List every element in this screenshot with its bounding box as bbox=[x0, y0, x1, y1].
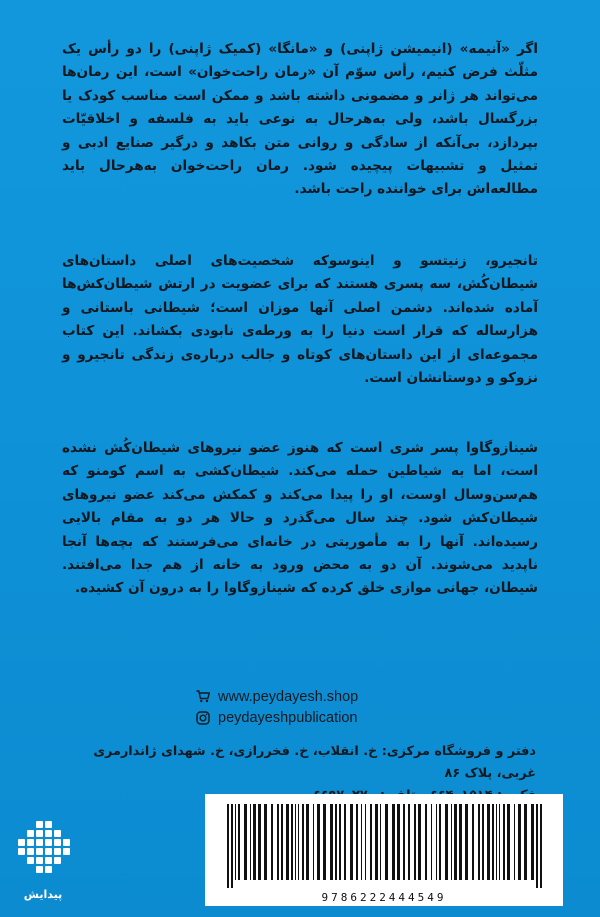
publisher-links bbox=[196, 686, 358, 728]
blurb-paragraph-3: شیناز‌وگاوا پسر شری است که هنوز عضو نیروهای شیطان‌کُش نشده است، اما به شیاطین حمله می‌کند. شیطان‌کشی به اسم کومنو که هم‌سن‌وسال اوست، او را پیدا می‌کند و کمکش می‌کند عضو نیروهای شیطان‌کش شود. چند سال می‌گذرد و حالا هر دو به مقام بالایی رسیده‌اند. آنها را به مأموریتی در خانه‌ای می‌فرستند که بچه‌ها آنجا ناپدید می‌شوند. آن دو به محض ورود به خانه از هم جدا می‌افتند. شیطان، جهانی موازی خلق کرده که شینازوگاوا را به درون آن کشیده. bbox=[62, 440, 538, 597]
isbn-number: 9786222444549 bbox=[321, 891, 447, 904]
publisher-logo-text: پیدایش bbox=[23, 888, 63, 901]
barcode-icon bbox=[213, 804, 555, 888]
blurb-paragraph-2: تانجیرو، زنیتسو و اینوسوکه شخصیت‌های اصلی داستان‌های شیطان‌کُش، سه پسری هستند که برای عضویت در ارتش شیطان‌کش‌ها آماده شده‌اند. دشمن اصلی آنها موزان است؛ شیطانی باستانی و هزارساله که قرار است دنیا را به ورطه‌ی نابودی بکشاند. این کتاب مجموعه‌ای از این داستان‌های کوتاه و جالب درباره‌ی زندگی تانجیرو و نزوکو و دوستانشان است. bbox=[62, 253, 538, 387]
address-line: دفتر و فروشگاه مرکزی: خ. انقلاب، خ. فخررازی، خ. شهدای ژاندارمری غربی، پلاک ۸۶ bbox=[93, 744, 536, 781]
shopping-cart-icon bbox=[196, 690, 210, 703]
blurb-paragraph-1: اگر «آنیمه» (انیمیشن ژاپنی) و «مانگا» (کمیک ژاپنی) را دو رأس یک مثلّث فرض کنیم، رأس سوّم آن «رمان راحت‌خوان» است، این رمان‌ها می‌تواند هر ژانر و مضمونی داشته باشد و ممکن است مناسب کودک یا بزرگسال باشد، ولی به‌هرحال به نوعی باید به فلسفه و اخلاقیّات بپردازد، بی‌آنکه از سادگی و روانی متن بکاهد و درگیر صنایع ادبی و تمثیل و تشبیهات پیچیده شود. رمان راحت‌خوان به‌هرحال باید مطالعه‌اش برای خواننده راحت باشد. bbox=[62, 41, 538, 198]
instagram-handle[interactable]: peydayeshpublication bbox=[218, 709, 358, 726]
logo-mark-icon bbox=[14, 815, 72, 885]
publisher-logo bbox=[14, 815, 72, 903]
instagram-row[interactable] bbox=[196, 707, 358, 728]
website-link[interactable]: www.peydayesh.shop bbox=[218, 688, 359, 705]
instagram-icon bbox=[196, 711, 210, 725]
barcode-label bbox=[205, 794, 563, 906]
website-row[interactable] bbox=[196, 686, 358, 707]
